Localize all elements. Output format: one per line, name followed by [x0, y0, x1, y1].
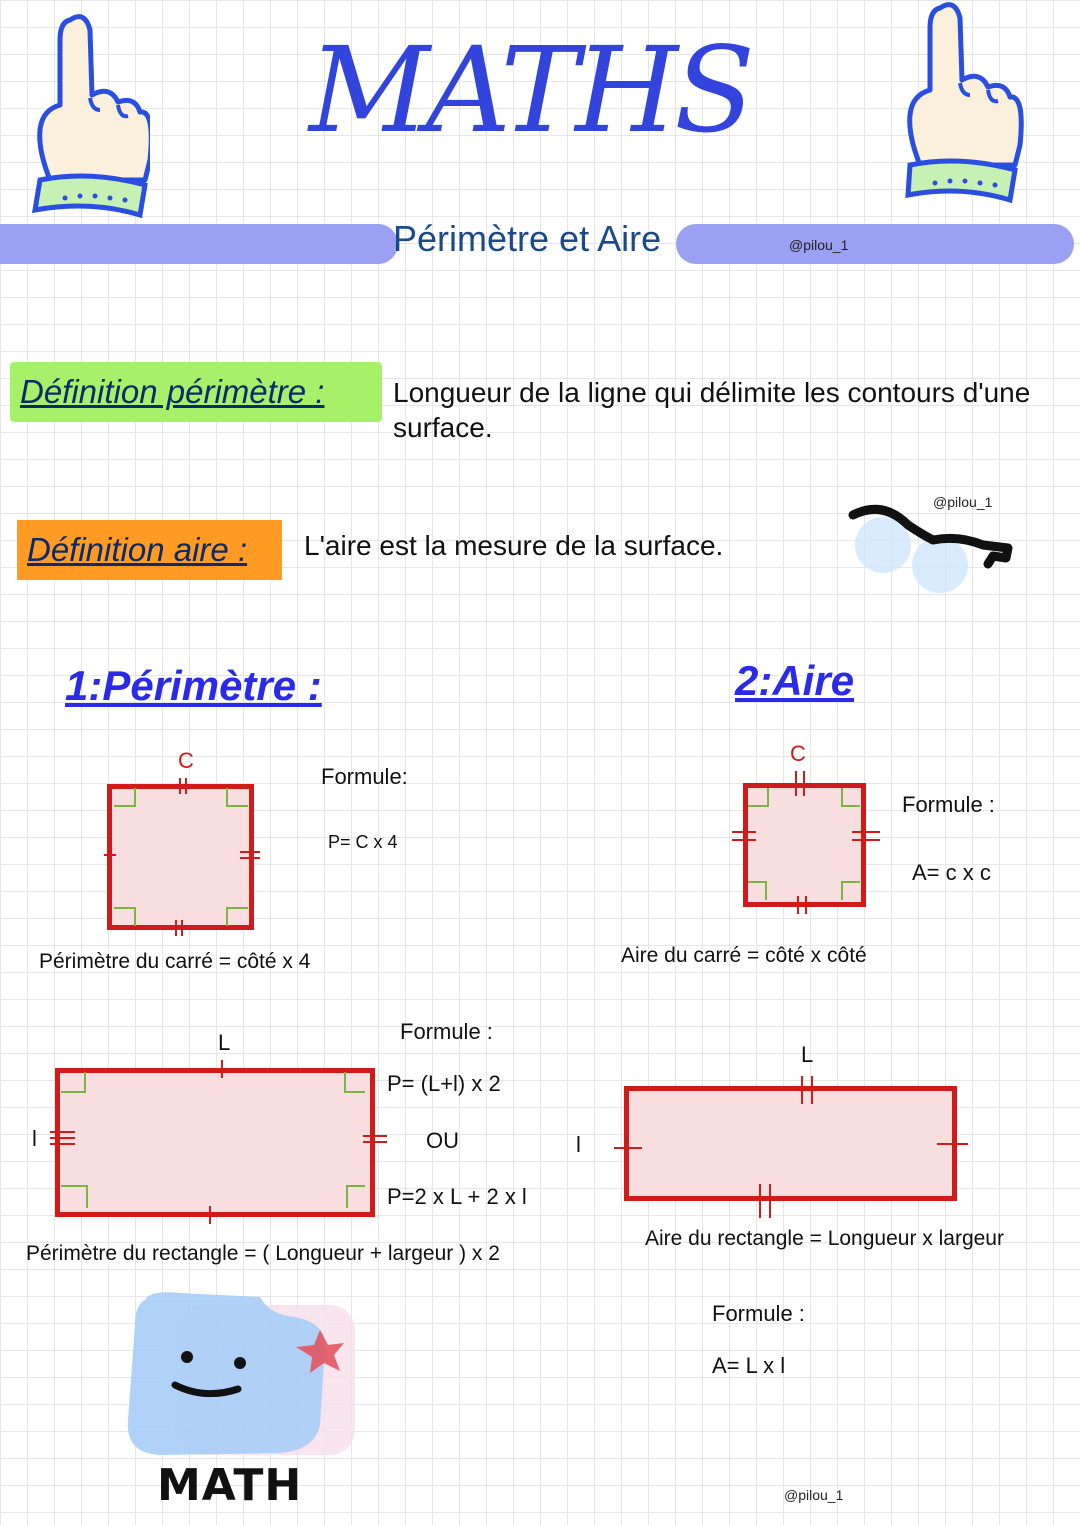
- aire-rectangle-formula: A= L x l: [712, 1353, 786, 1378]
- aire-rectangle-formula-label: Formule :: [712, 1301, 805, 1326]
- page-title: MATHS: [308, 21, 752, 159]
- definition-aire-label: [17, 520, 282, 580]
- perimetre-rectangle-or: OU: [426, 1128, 459, 1153]
- perimetre-square-marks: [100, 776, 262, 938]
- aire-square-formula-label: Formule :: [902, 792, 995, 817]
- aire-square-marks: [730, 766, 885, 921]
- square-side-label: C: [178, 748, 194, 773]
- aire-square-formula: A= c x c: [912, 860, 991, 885]
- definition-perimetre-label: [10, 362, 382, 422]
- perimetre-square-formula: P= C x 4: [328, 832, 398, 852]
- rectangle-length-label: L: [801, 1042, 814, 1067]
- section-heading-aire: 2:Aire: [735, 657, 855, 704]
- glasses-icon: [848, 500, 1013, 600]
- aire-square-caption: Aire du carré = côté x côté: [621, 944, 867, 967]
- section-heading-perimetre: 1:Périmètre :: [65, 662, 322, 709]
- watermark: @pilou_1: [933, 494, 993, 510]
- definition-aire-text: L'aire est la mesure de la surface.: [304, 530, 724, 561]
- perimetre-rectangle-formula-2: P=2 x L + 2 x l: [387, 1184, 527, 1209]
- perimetre-square-formula-label: Formule:: [321, 764, 408, 789]
- header-bar-right: [676, 224, 1074, 264]
- perimetre-rectangle-caption: Périmètre du rectangle = ( Longueur + largeur ) x 2: [26, 1242, 500, 1265]
- pointing-hand-icon-right: [900, 0, 1025, 210]
- math-sticker-icon: [120, 1285, 360, 1470]
- definition-perimetre-label-text: Définition périmètre :: [20, 373, 325, 410]
- aire-rectangle-caption: Aire du rectangle = Longueur x largeur: [645, 1227, 1004, 1250]
- definition-aire-label-text: Définition aire :: [27, 531, 248, 568]
- perimetre-square-caption: Périmètre du carré = côté x 4: [39, 950, 311, 973]
- header-bar-left: [0, 224, 398, 264]
- perimetre-rectangle-formula-label: Formule :: [400, 1019, 493, 1044]
- rectangle-length-label: L: [218, 1030, 231, 1055]
- perimetre-rectangle-formula-1: P= (L+l) x 2: [387, 1071, 501, 1096]
- definition-perimetre-text: Longueur de la ligne qui délimite les contours d'une surface.: [393, 377, 1031, 443]
- watermark: @pilou_1: [789, 237, 849, 253]
- math-sticker-text: MATH: [157, 1460, 303, 1511]
- rectangle-width-label: l: [32, 1126, 37, 1151]
- rectangle-width-label: l: [576, 1132, 581, 1157]
- perimetre-rectangle-marks: [45, 1058, 390, 1228]
- page-subtitle: Périmètre et Aire: [393, 218, 662, 259]
- aire-rectangle-marks: [612, 1072, 972, 1222]
- watermark: @pilou_1: [784, 1487, 844, 1503]
- square-side-label: C: [790, 741, 806, 766]
- pointing-hand-icon-left: [30, 10, 150, 225]
